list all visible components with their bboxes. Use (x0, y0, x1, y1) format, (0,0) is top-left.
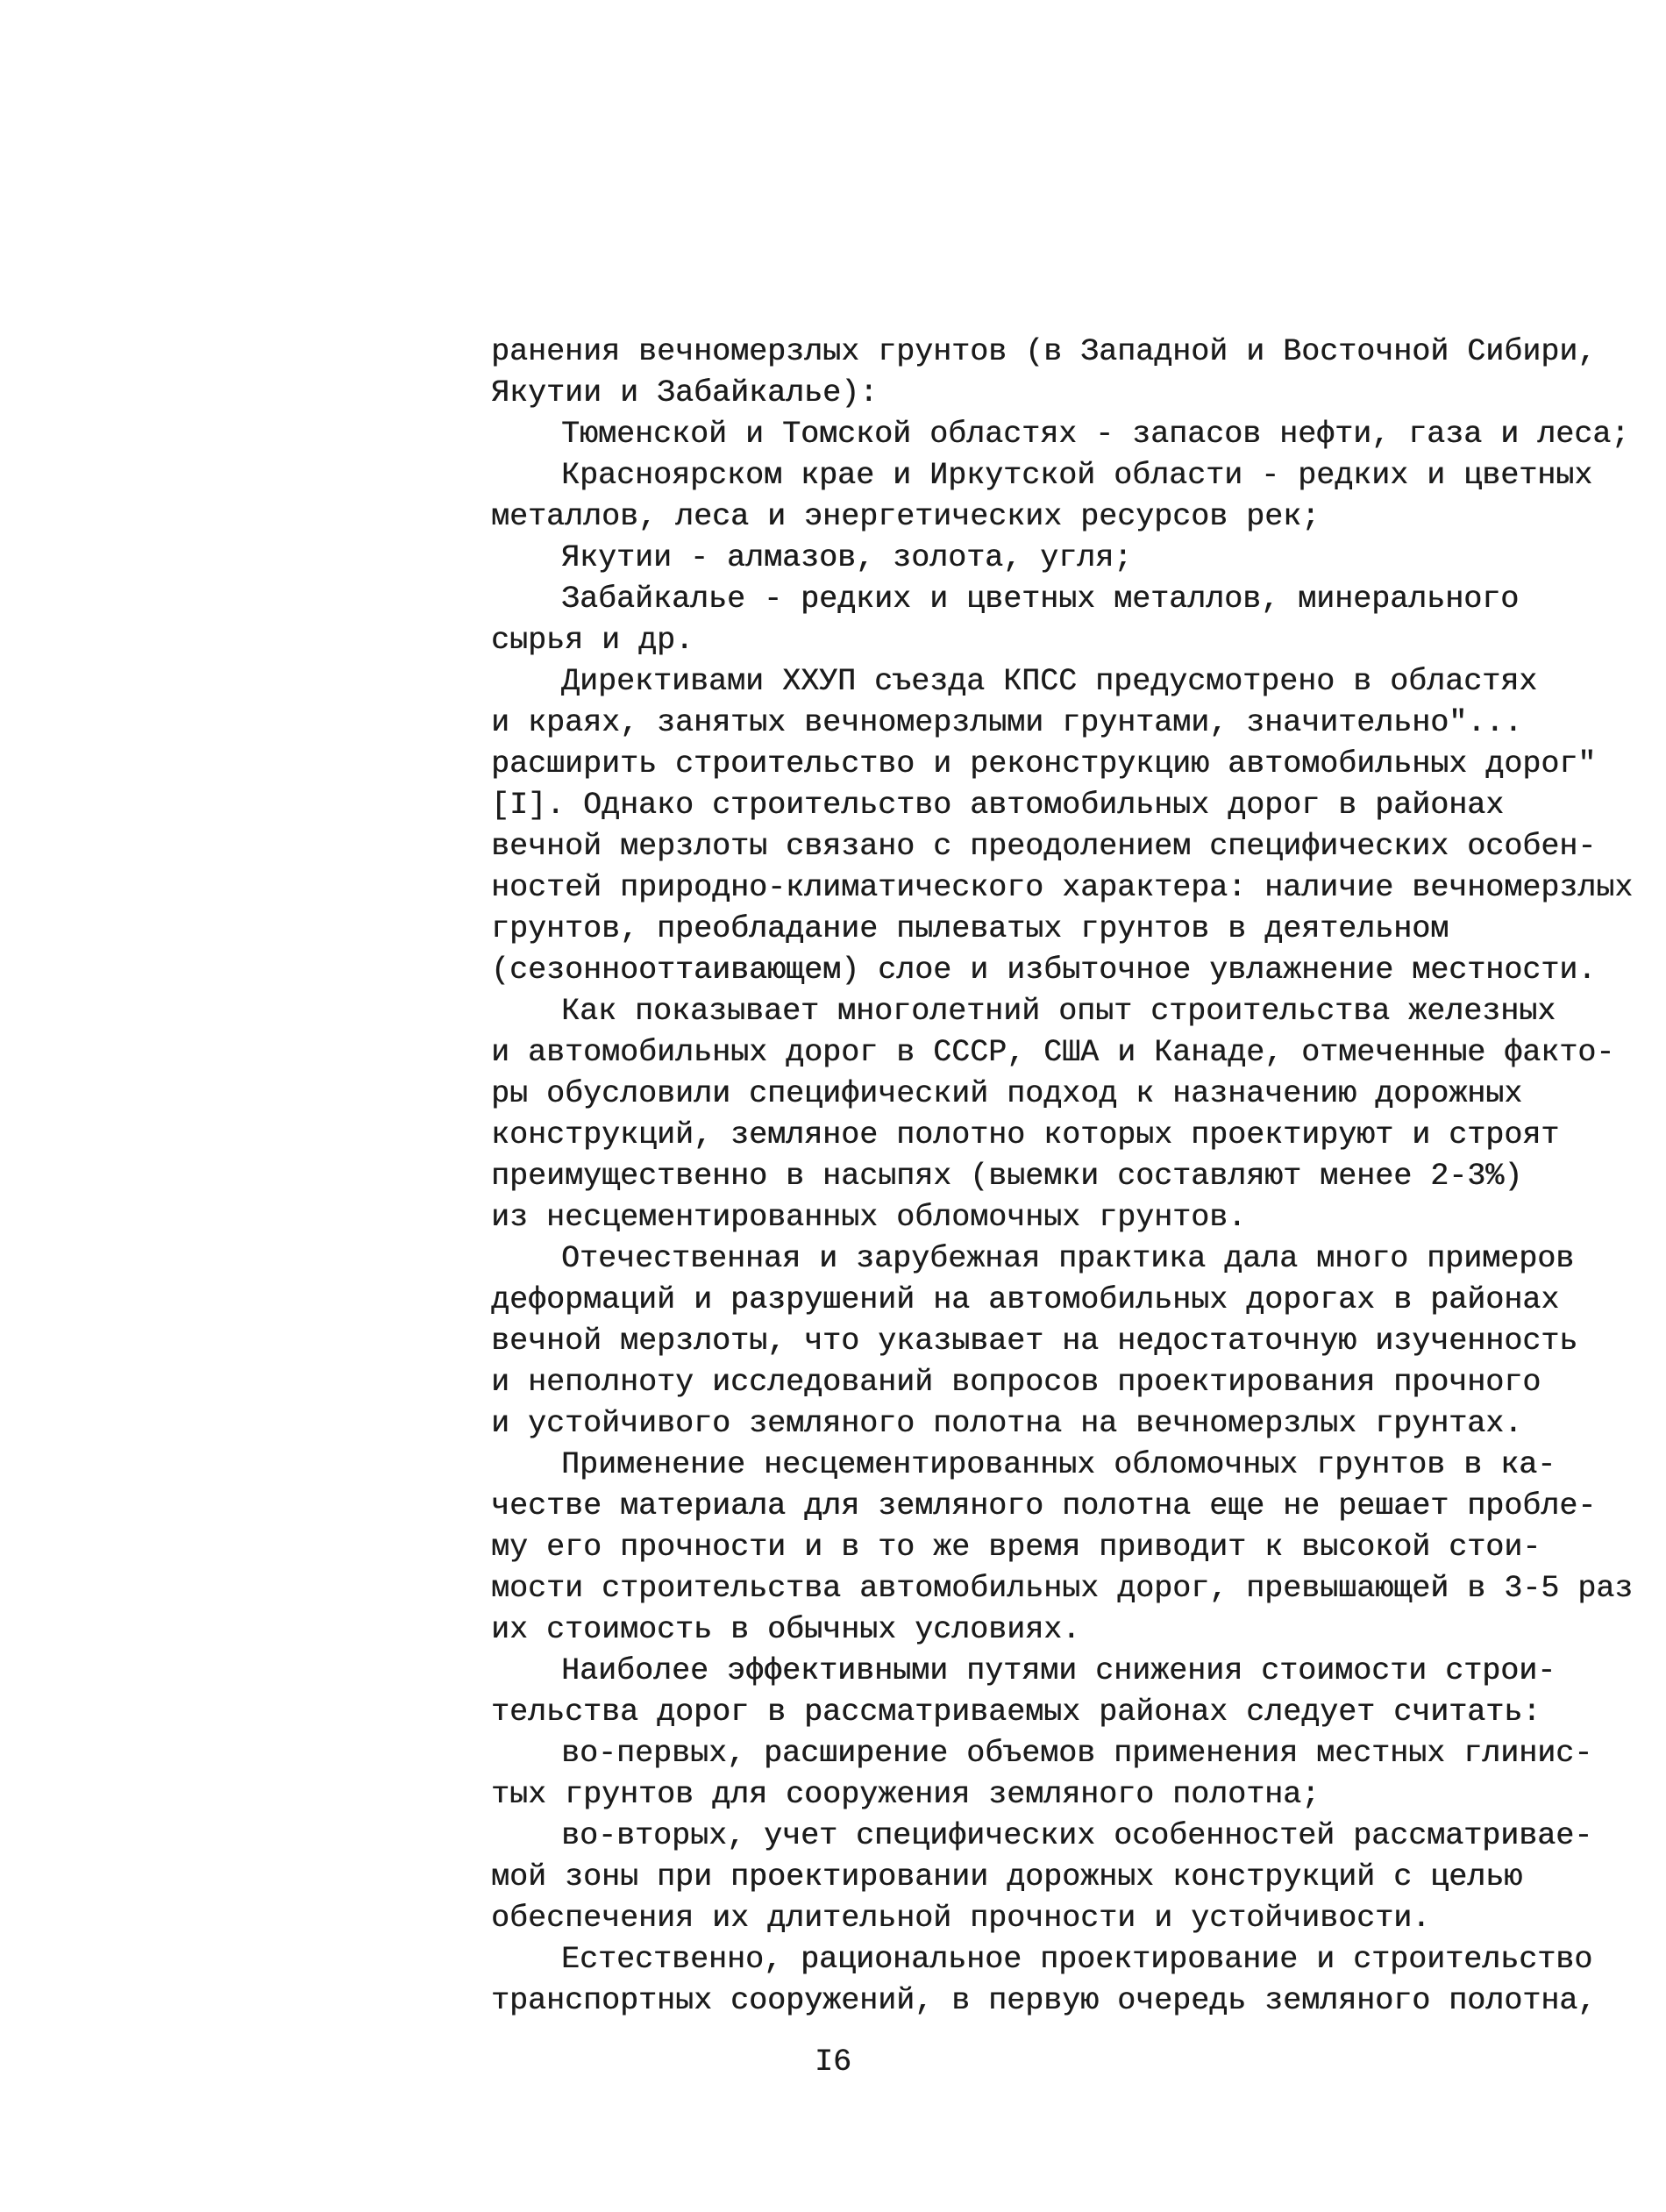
text-line: Применение несцементированных обломочных грунтов в ка- (561, 1447, 1556, 1482)
text-line: преимущественно в насыпях (выемки составляют менее 2-3%) (491, 1159, 1523, 1194)
text-line: Забайкалье - редких и цветных металлов, минерального (561, 582, 1520, 617)
text-line: во-первых, расширение объемов применения местных глинис- (561, 1736, 1593, 1771)
text-line: му его прочности и в то же время приводит к высокой стои- (491, 1530, 1541, 1565)
text-line: сырья и др. (491, 623, 694, 658)
text-line: деформаций и разрушений на автомобильных дорогах в районах (491, 1282, 1560, 1317)
text-line: [I]. Однако строительство автомобильных дорог в районах (491, 788, 1505, 823)
text-line: вечной мерзлоты связано с преодолением специфических особен- (491, 829, 1597, 864)
text-line: мости строительства автомобильных дорог, превышающей в 3-5 раз (491, 1571, 1634, 1606)
body-text (491, 332, 1634, 2022)
text-line: Директивами ХХУП съезда КПСС предусмотрено в областях (561, 664, 1538, 699)
text-line: ранения вечномерзлых грунтов (в Западной и Восточной Сибири, (491, 334, 1597, 369)
text-line: расширить строительство и реконструкцию автомобильных дорог" (491, 746, 1597, 781)
text-line: обеспечения их длительной прочности и устойчивости. (491, 1901, 1431, 1936)
text-line: и автомобильных дорог в СССР, США и Канаде, отмеченные факто- (491, 1035, 1615, 1070)
text-line: Наиболее эффективными путями снижения стоимости строи- (561, 1653, 1556, 1688)
text-line: Якутии - алмазов, золота, угля; (561, 540, 1133, 575)
text-line: их стоимость в обычных условиях. (491, 1612, 1081, 1647)
text-line: и неполноту исследований вопросов проектирования прочного (491, 1365, 1541, 1400)
text-line: тельства дорог в рассматриваемых районах следует считать: (491, 1695, 1541, 1730)
text-line: и краях, занятых вечномерзлыми грунтами, значительно"... (491, 705, 1523, 740)
text-line: из несцементированных обломочных грунтов. (491, 1200, 1247, 1235)
text-line: грунтов, преобладание пылеватых грунтов в деятельном (491, 911, 1449, 946)
text-line: Естественно, рациональное проектирование и строительство (561, 1942, 1593, 1977)
text-line: во-вторых, учет специфических особенностей рассматривае- (561, 1818, 1593, 1853)
text-line: Отечественная и зарубежная практика дала много примеров (561, 1241, 1575, 1276)
text-line: Тюменской и Томской областях - запасов нефти, газа и леса; (561, 417, 1630, 452)
text-line: Красноярском крае и Иркутской области - редких и цветных (561, 458, 1593, 493)
text-line: конструкций, земляное полотно которых проектируют и строят (491, 1117, 1560, 1152)
text-line: Как показывает многолетний опыт строительства железных (561, 994, 1556, 1029)
text-line: вечной мерзлоты, что указывает на недостаточную изученность (491, 1324, 1578, 1359)
text-line: ры обусловили специфический подход к назначению дорожных (491, 1076, 1523, 1111)
text-line: и устойчивого земляного полотна на вечномерзлых грунтах. (491, 1406, 1523, 1441)
text-line: Якутии и Забайкалье): (491, 375, 879, 410)
text-line: тых грунтов для сооружения земляного полотна; (491, 1777, 1321, 1812)
text-line: металлов, леса и энергетических ресурсов рек; (491, 499, 1321, 534)
text-line: (сезоннооттаивающем) слое и избыточное увлажнение местности. (491, 953, 1597, 988)
page-number: I6 (814, 2044, 851, 2080)
text-line: ностей природно-климатического характера: наличие вечномерзлых (491, 870, 1634, 905)
text-line: мой зоны при проектировании дорожных конструкций с целью (491, 1859, 1523, 1894)
text-line: честве материала для земляного полотна еще не решает пробле- (491, 1488, 1597, 1523)
text-line: транспортных сооружений, в первую очередь земляного полотна, (491, 1983, 1597, 2018)
